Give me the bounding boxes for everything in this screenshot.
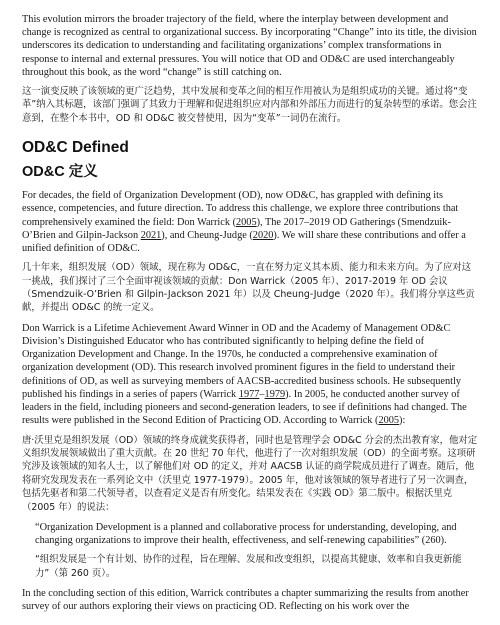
text-run: ). In 2005, he conducted another survey of leaders in the field, including pioneers and second-generation leaders, to see if definitions had changed. The results were published in the Second Edition of Practicing OD. According to Warrick (	[22, 388, 467, 427]
block-quote-en: “Organization Development is a planned and collaborative process for understanding, developing, and changing organizations to improve their health, effectiveness, and self-renewing capabilities” (260).	[35, 521, 457, 547]
text-run: ), and Cheung-Judge (	[161, 229, 253, 241]
text-run: Don Warrick is a Lifetime Achievement Award Winner in OD and the Academy of Management OD&C Division’s Distinguished Educator who has contributed significantly to helping define the field of Organization Development and Change. In the 1970s, he conducted a comprehensive examination of organization development (OD). This research involved prominent figures in the field to understand their definitions of OD, as well as surveying members of AACSB-accredited business schools. He subsequently published his findings in a series of papers (Warrick	[22, 322, 461, 400]
citation-link[interactable]: 1977	[238, 388, 260, 400]
paragraph-warrick-en	[22, 322, 478, 428]
paragraph-definition-zh: 几十年来，组织发展（OD）领域，现在称为 OD&C，一直在努力定义其本质、能力和未来方向。为了应对这一挑战，我们探讨了三个全面审视该领域的贡献：Don Warrick（2005 年）、2017-2019 年 OD 会议（Smendzuik-O’Brien 和 Gilpin-Jackson 2021 年）以及 Cheung-Judge（2020 年）。我们将分享这些贡献，并提出 OD&C 的统一定义。	[22, 262, 475, 314]
citation-link[interactable]: 2020	[252, 229, 274, 241]
text-run: –	[259, 388, 265, 400]
text-run: For decades, the field of Organization Development (OD), now OD&C, has grappled with defining its essence, competencies, and future direction. To address this challenge, we explore three contributions that comprehensively examined the field: Don Warrick (	[22, 190, 459, 228]
citation-link[interactable]: 2005	[378, 415, 400, 427]
paragraph-intro-en: This evolution mirrors the broader trajectory of the field, where the interplay between development and change is recognized as central to organizational success. By incorporating “Change” into its title, the division underscores its dedication to understanding and facilitating organizations’ complex transformations in response to internal and external pressures. You will notice that OD and OD&C are used interchangeably throughout this book, as the word “change” is still catching on.	[22, 14, 477, 78]
section-heading-en: OD&C Defined	[22, 139, 129, 157]
citation-link[interactable]: 2021	[140, 229, 162, 241]
text-run: ). We will share these contributions and offer a unified definition of OD&C.	[22, 229, 466, 255]
citation-link[interactable]: 2005	[236, 216, 257, 228]
text-run: ), The 2017–2019 OD Gatherings (Smendzuik-O’Brien and Gilpin-Jackson	[22, 216, 451, 241]
text-run: ):	[399, 415, 406, 427]
section-heading-zh: OD&C 定义	[22, 164, 98, 181]
block-quote-zh: “组织发展是一个有计划、协作的过程，旨在理解、发展和改变组织，以提高其健康、效率和自我更新能力”（第 260 页）。	[35, 554, 462, 579]
paragraph-warrick-zh: 唐·沃里克是组织发展（OD）领域的终身成就奖获得者，同时也是管理学会 OD&C 分会的杰出教育家，他对定义组织发展领域做出了重大贡献。在 20 世纪 70 年代，他进行了一次对组织发展（OD）的全面考察。这项研究涉及该领域的知名人士，以了解他们对 OD 的定义，并对 AACSB 认证的商学院成员进行了调查。随后，他将研究发现发表在一系列论文中（沃里克 1977-1979）。2005 年，他对该领域的领导者进行了另一次调查，包括先驱者和第二代领导者，以查看定义是否有所变化。结果发表在《实践 OD》第二版中。根据沃里克（2005 年）的说法：	[22, 434, 478, 513]
paragraph-conclusion-en: In the concluding section of this edition, Warrick contributes a chapter summarizing the results from another survey of our authors exploring their views on practicing OD. Reflecting on his work over the	[22, 588, 469, 613]
paragraph-intro-zh: 这一演变反映了该领域的更广泛趋势，其中发展和变革之间的相互作用被认为是组织成功的关键。通过将“变革”纳入其标题，该部门强调了其致力于理解和促进组织应对内部和外部压力而进行的复杂转型的承诺。您会注意到，在整个本书中，OD 和 OD&C 被交替使用，因为“变革”一词仍在流行。	[22, 86, 477, 124]
citation-link[interactable]: 1979	[264, 388, 286, 400]
paragraph-definition-en	[22, 189, 478, 255]
